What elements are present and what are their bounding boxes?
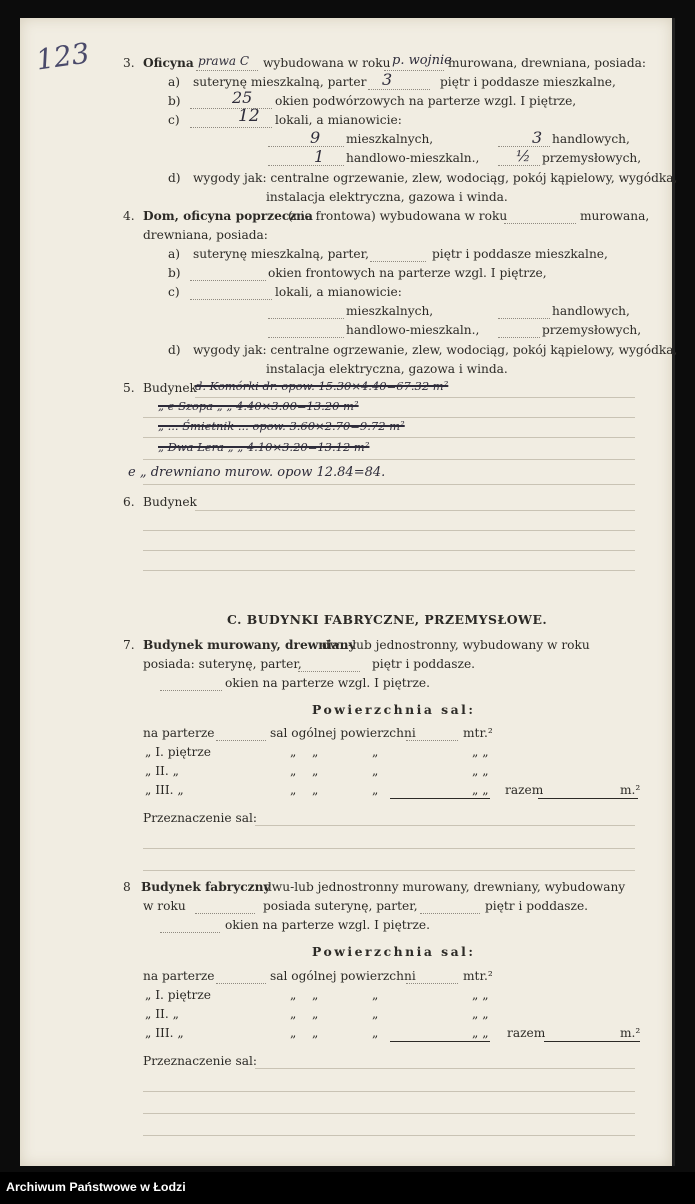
s8-row-parter: na parterze [143, 969, 215, 983]
ditto: „ [372, 1026, 379, 1040]
s8-row-iii: „ III. „ [145, 1026, 184, 1040]
ditto: „ [290, 1007, 297, 1021]
s8-text-5: okien na parterze wzgl. I piętrze. [225, 918, 431, 932]
ditto: „ [372, 764, 379, 778]
s7-text-3: piętr i poddasze. [372, 657, 476, 671]
s8-number: 8 [123, 880, 131, 894]
page-number-handwritten: 123 [33, 36, 92, 77]
ditto: „ [312, 745, 319, 759]
s4-number: 4. [123, 209, 135, 223]
s5-hw-line-2: „ e Szopa „ „ 4.40×3.00=13.20 m² [158, 399, 359, 413]
section-c-title: C. BUDYNKI FABRYCZNE, PRZEMYSŁOWE. [227, 612, 548, 627]
s7-row-parter: na parterze [143, 726, 215, 740]
s3-mieszk: mieszkalnych, [346, 132, 434, 146]
s3-d-label: d) [168, 171, 181, 185]
s6-number: 6. [123, 495, 135, 509]
s5-number: 5. [123, 381, 135, 395]
s5-hw-line-1: d. Komórki dr. opow. 15.30×4.40=67.32 m² [195, 379, 449, 393]
s4-d-text2: instalacja elektryczna, gazowa i winda. [266, 362, 508, 376]
s8-row-i: „ I. piętrze [145, 988, 212, 1002]
s7-text-1: dwu-lub jednostronny, wybudowany w roku [322, 638, 590, 652]
s8-heading: Budynek fabryczny [141, 880, 271, 894]
s3-d-text2: instalacja elektryczna, gazowa i winda. [266, 190, 508, 204]
s4-material: murowana, [580, 209, 650, 223]
ditto: „ „ [472, 764, 489, 778]
s7-heading: Budynek murowany, drewniany [143, 638, 356, 652]
ditto: „ [372, 988, 379, 1002]
s8-m2: m.² [620, 1026, 641, 1040]
s8-area-title: Powierzchnia sal: [312, 944, 476, 959]
s4-b-label: b) [168, 266, 181, 280]
s7-row-iii: „ III. „ [145, 783, 184, 797]
s3-b-label: b) [168, 94, 181, 108]
s5-heading: Budynek [143, 381, 197, 395]
s4-hm: handlowo-mieszkaln., [346, 323, 480, 337]
s7-col-sal: sal ogólnej powierzchni [270, 726, 416, 740]
archive-footer: Archiwum Państwowe w Łodzi [6, 1180, 186, 1194]
ditto: „ [312, 764, 319, 778]
s3-b-text: okien podwórzowych na parterze wzgl. I piętrze, [275, 94, 577, 108]
document-page [20, 18, 678, 1166]
s3-c-handwritten: 12 [238, 106, 260, 126]
s3-c-text: lokali, a mianowicie: [275, 113, 402, 127]
s4-a-text: suterynę mieszkalną, parter, [193, 247, 369, 261]
s3-b-handwritten: 25 [232, 88, 253, 107]
s7-razem: razem [505, 783, 544, 797]
s6-heading: Budynek [143, 495, 197, 509]
s4-przem: przemysłowych, [542, 323, 642, 337]
s4-material-2: drewniana, posiada: [143, 228, 268, 242]
s3-heading: Oficyna [143, 56, 194, 70]
s8-przeznaczenie: Przeznaczenie sal: [143, 1054, 258, 1068]
s7-m2: m.² [620, 783, 641, 797]
s7-number: 7. [123, 638, 135, 652]
s4-handl: handlowych, [552, 304, 630, 318]
s3-handl-handwritten: 3 [532, 128, 543, 147]
s3-hm: handlowo-mieszkaln., [346, 151, 480, 165]
s7-text-4: okien na parterze wzgl. I piętrze. [225, 676, 431, 690]
s4-d-text: wygody jak: centralne ogrzewanie, zlew, wodociąg, pokój kąpielowy, wygódka, [193, 343, 678, 357]
ditto: „ „ [472, 1007, 489, 1021]
page-edge [672, 18, 675, 1166]
ditto: „ [290, 1026, 297, 1040]
s7-row-i: „ I. piętrze [145, 745, 212, 759]
s8-row-ii: „ II. „ [145, 1007, 179, 1021]
ditto: „ [312, 1007, 319, 1021]
s7-col-mtr: mtr.² [463, 726, 493, 740]
s8-text-4: piętr i poddasze. [485, 899, 589, 913]
s3-hm-handwritten: 1 [314, 147, 325, 166]
s3-a-handwritten: 3 [382, 70, 393, 89]
s4-heading: Dom, oficyna poprzeczna [143, 209, 313, 223]
s8-text-1: dwu-lub jednostronny murowany, drewniany, wybudowany [264, 880, 626, 894]
s3-handl: handlowych, [552, 132, 630, 146]
s3-material: murowana, drewniana, posiada: [448, 56, 647, 70]
s3-przem: przemysłowych, [542, 151, 642, 165]
s4-b-text: okien frontowych na parterze wzgl. I piętrze, [268, 266, 547, 280]
s4-built-label: (nie frontowa) wybudowana w roku [288, 209, 508, 223]
s8-text-2: w roku [143, 899, 186, 913]
ditto: „ „ [472, 988, 489, 1002]
s3-year-handwritten: p. wojnie [392, 53, 452, 68]
s3-built-label: wybudowana w roku [263, 56, 391, 70]
s3-a-label: a) [168, 75, 181, 89]
ditto: „ [312, 988, 319, 1002]
s3-d-text: wygody jak: centralne ogrzewanie, zlew, wodociąg, pokój kąpielowy, wygódka, [193, 171, 678, 185]
ditto: „ „ [472, 745, 489, 759]
s3-c-label: c) [168, 113, 180, 127]
s7-area-title: Powierzchnia sal: [312, 702, 476, 717]
s4-c-text: lokali, a mianowicie: [275, 285, 402, 299]
s4-a-label: a) [168, 247, 181, 261]
s3-a-text: suterynę mieszkalną, parter [193, 75, 367, 89]
ditto: „ [372, 1007, 379, 1021]
s4-mieszk: mieszkalnych, [346, 304, 434, 318]
s5-hw-line-4: „ Dwa Lera „ „ 4.10×3.20=13.12 m² [158, 440, 370, 454]
s7-text-2: posiada: suterynę, parter, [143, 657, 302, 671]
s3-number: 3. [123, 56, 135, 70]
s4-a-rest: piętr i poddasze mieszkalne, [432, 247, 608, 261]
s8-razem: razem [507, 1026, 546, 1040]
s7-row-ii: „ II. „ [145, 764, 179, 778]
ditto: „ [312, 1026, 319, 1040]
ditto: „ „ [472, 1026, 489, 1040]
ditto: „ [290, 745, 297, 759]
ditto: „ „ [472, 783, 489, 797]
s8-col-mtr: mtr.² [463, 969, 493, 983]
s3-side-handwritten: prawa C [198, 54, 249, 68]
s4-d-label: d) [168, 343, 181, 357]
ditto: „ [312, 783, 319, 797]
ditto: „ [290, 783, 297, 797]
s8-col-sal: sal ogólnej powierzchni [270, 969, 416, 983]
ditto: „ [290, 764, 297, 778]
s4-c-label: c) [168, 285, 180, 299]
s5-hw-line-3: „ ... Śmietnik ... opow. 3.60×2.70=9.72 m² [158, 419, 405, 433]
ditto: „ [372, 745, 379, 759]
s7-przeznaczenie: Przeznaczenie sal: [143, 811, 258, 825]
ditto: „ [290, 988, 297, 1002]
s5-hw-line-5: e „ drewniano murow. opow 12.84=84. [128, 465, 386, 480]
s3-mieszk-handwritten: 9 [310, 128, 321, 147]
s3-a-rest: piętr i poddasze mieszkalne, [440, 75, 616, 89]
s8-text-3: posiada suterynę, parter, [263, 899, 418, 913]
ditto: „ [372, 783, 379, 797]
s3-przem-handwritten: ½ [516, 147, 531, 165]
